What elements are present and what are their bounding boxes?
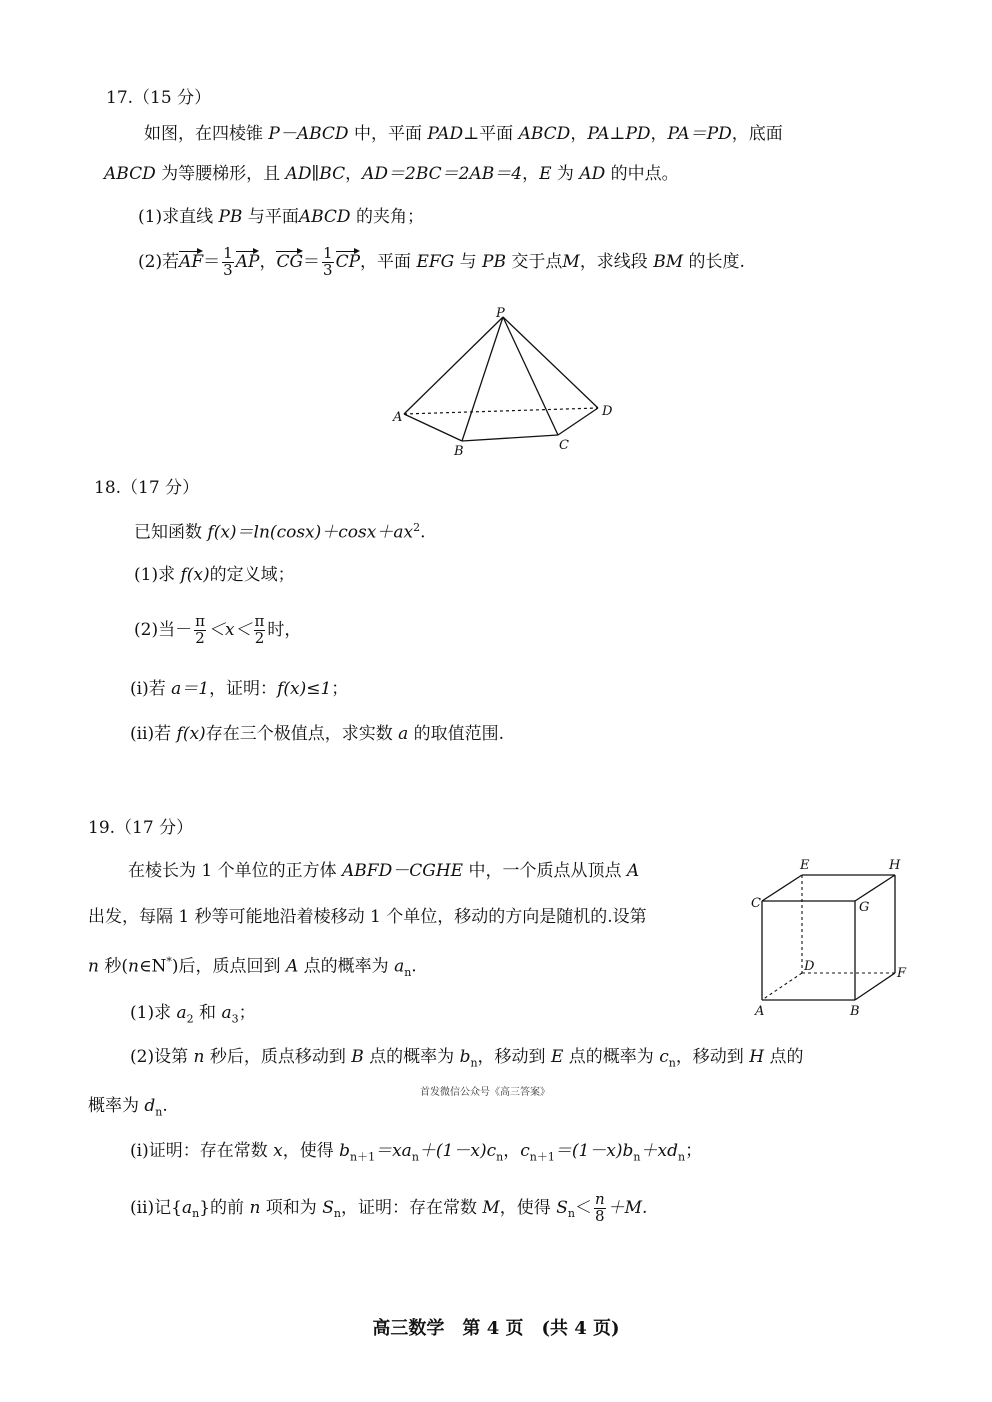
label-p: P: [496, 306, 505, 321]
pyramid-figure: [390, 305, 620, 460]
label-f: F: [897, 966, 907, 981]
fraction-pi-over-2: $\frac{\pi}{2}$: [195, 612, 205, 647]
q19-subquestion-1: (1)求 $a_2$ 和 $a_3$；: [130, 1003, 256, 1026]
q17-subquestion-2: (2)若AF＝ $\frac{1}{3}$ AP，CG＝ $\frac{1}{3}$ CP，平面 EFG 与 PB 交于点M，求线段 BM 的长度.: [138, 244, 745, 279]
label-c: C: [559, 438, 569, 453]
q18-part-ii: (ⅱ)若 f(x)存在三个极值点，求实数 a 的取值范围.: [130, 724, 505, 744]
watermark-text: 首发微信公众号《高三答案》: [420, 1087, 550, 1098]
label-b: B: [454, 444, 464, 459]
label-a: A: [755, 1004, 765, 1019]
edge-hg: [855, 875, 895, 901]
q18-part-i: (ⅰ)若 a＝1，证明：f(x)≤1；: [130, 679, 349, 699]
edge-cd: [558, 408, 598, 435]
label-d: D: [804, 959, 815, 974]
fraction-one-third-2: $\frac{1}{3}$: [323, 244, 333, 279]
vector-cp: CP: [335, 251, 361, 272]
q18-subquestion-1: (1)求 f(x)的定义域；: [134, 565, 295, 585]
fraction-one-third: $\frac{1}{3}$: [223, 244, 233, 279]
q19-subquestion-2-line2: 概率为 $d_n$.: [88, 1096, 168, 1119]
edge-pc: [503, 317, 558, 435]
edge-ce: [762, 875, 802, 901]
q17-header: 17.（15 分）: [106, 88, 212, 108]
label-d: D: [602, 404, 613, 419]
edge-pd: [503, 317, 598, 408]
label-e: E: [800, 858, 810, 873]
cube-figure: [748, 855, 913, 1020]
q18-header: 18.（17 分）: [94, 478, 200, 498]
edge-pa: [404, 317, 503, 414]
fraction-n-over-8: $\frac{n}{8}$: [594, 1190, 605, 1225]
vector-cg: CG: [276, 251, 304, 272]
edge-ad-hidden: [404, 408, 598, 414]
q17-paragraph-line2: ABCD 为等腰梯形，且 AD∥BC，AD＝2BC＝2AB＝4，E 为 AD 的中点。: [104, 164, 679, 184]
q19-subquestion-2-line1: (2)设第 n 秒后，质点移动到 B 点的概率为 $b_n$，移动到 E 点的概率为 $c_n$，移动到 H 点的: [130, 1047, 804, 1070]
page-footer: 高三数学 第 4 页 (共 4 页): [372, 1318, 620, 1339]
q19-header: 19.（17 分）: [88, 818, 194, 838]
label-g: G: [859, 900, 870, 915]
vector-af: AF: [179, 251, 204, 272]
edge-bc: [462, 435, 558, 441]
q19-paragraph-line2: 出发，每隔 1 秒等可能地沿着棱移动 1 个单位，移动的方向是随机的.设第: [88, 907, 647, 927]
q18-subquestion-2: (2)当－ $\frac{\pi}{2}$ ＜x＜ $\frac{\pi}{2}$ 时，: [134, 612, 302, 647]
q17-subquestion-1: (1)求直线 PB 与平面ABCD 的夹角；: [138, 207, 424, 227]
q19-part-ii: (ⅱ)记$\{a_n\}$的前 n 项和为 $S_n$，证明：存在常数 M，使得 $S_n<$ $\frac{n}{8}$ ＋M.: [130, 1190, 648, 1225]
label-h: H: [889, 858, 901, 873]
edge-pb: [462, 317, 503, 441]
q19-part-i: (ⅰ)证明：存在常数 x，使得 $b_{n+1}=xa_n+(1-x)c_n$，$c_{n+1}=(1-x)b_n+xd_n$；: [130, 1141, 703, 1164]
label-c: C: [751, 896, 761, 911]
vector-ap: AP: [235, 251, 260, 272]
fraction-pi-over-2-b: $\frac{\pi}{2}$: [254, 612, 265, 647]
edge-fb: [855, 973, 895, 1000]
edge-ab: [404, 414, 462, 441]
label-b: B: [850, 1004, 860, 1019]
q18-paragraph: 已知函数 $f(x)=\ln(\cos x)+\cos x+ax^2$.: [134, 521, 426, 543]
label-a: A: [393, 410, 403, 425]
q19-paragraph-line1: 在棱长为 1 个单位的正方体 ABFD－CGHE 中，一个质点从顶点 A: [128, 861, 640, 881]
q17-paragraph-line1: 如图，在四棱锥 P－ABCD 中，平面 PAD⊥平面 ABCD，PA⊥PD，PA＝PD，底面: [144, 124, 783, 144]
edge-da-hidden: [762, 973, 802, 1000]
q19-paragraph-line3: n 秒(n∈N*)后，质点回到 A 点的概率为 $a_n$.: [88, 955, 417, 980]
